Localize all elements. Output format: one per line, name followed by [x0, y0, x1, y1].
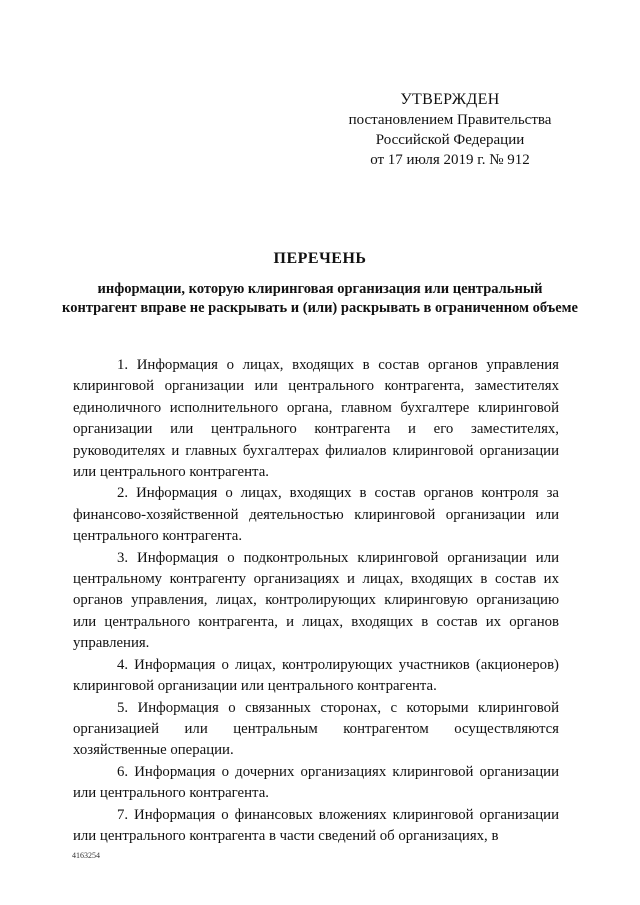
list-item: 3. Информация о подконтрольных клиринговой организации или центральному контрагенту организациях и лицах, входящих в состав их органов управления, лицах, контролирующих клиринговую организацию или центрального контрагента, и лицах, входящих в состав их органов управления. [73, 549, 559, 652]
list-item: 7. Информация о финансовых вложениях клиринговой организации или центрального контрагента в части сведений об организациях, в [73, 806, 559, 844]
title-block [60, 250, 580, 318]
list-item: 2. Информация о лицах, входящих в состав органов контроля за финансово-хозяйственной деятельностью клиринговой организации или центрального контрагента. [73, 485, 559, 545]
document-body [73, 355, 559, 847]
document-number: 4163254 [72, 851, 100, 860]
list-item: 4. Информация о лицах, контролирующих участников (акционеров) клиринговой организации или центрального контрагента. [73, 656, 559, 695]
approval-line-1: постановлением Правительства [348, 112, 552, 128]
approval-line-3: от 17 июля 2019 г. № 912 [370, 152, 530, 168]
document-subtitle: информации, которую клиринговая организация или центральный контрагент вправе не раскрывать и (или) раскрывать в ограниченном объеме [62, 281, 578, 316]
approval-line-2: Российской Федерации [375, 132, 525, 148]
list-item: 1. Информация о лицах, входящих в состав органов управления клиринговой организации или центрального контрагента, заместителях единоличного исполнительного органа, главном бухгалтере клиринговой организации или центрального контрагента и его заместителях, руководителях и главных бухгалтерах филиалов клиринговой организации или центрального контрагента. [73, 357, 559, 481]
document-title: ПЕРЕЧЕНЬ [273, 250, 367, 267]
list-item: 6. Информация о дочерних организациях клиринговой организации или центрального контрагента. [73, 763, 559, 802]
approval-stamp [330, 90, 570, 170]
list-item: 5. Информация о связанных сторонах, с которыми клиринговой организацией или центральным контрагентом осуществляются хозяйственные операции. [73, 699, 559, 759]
approval-heading: УТВЕРЖДЕН [400, 91, 500, 108]
